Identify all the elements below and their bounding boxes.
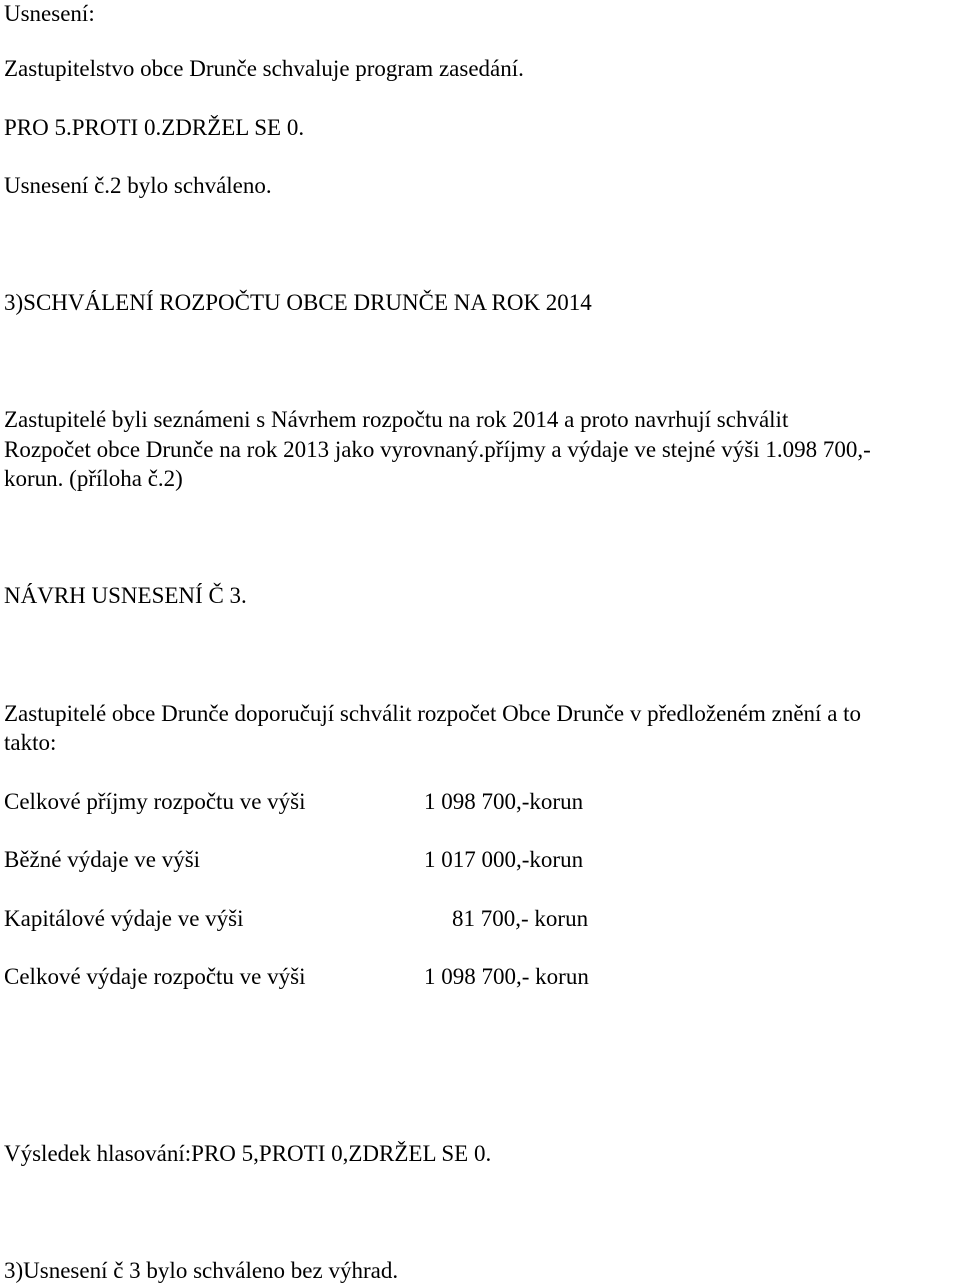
resolution-heading: Usnesení: xyxy=(4,1,95,26)
budget-row-value: 1 098 700,-korun xyxy=(424,789,584,814)
paragraph-1-line-2: Rozpočet obce Drunče na rok 2013 jako vyrovnaný.příjmy a výdaje ve stejné výši 1.098 700,- xyxy=(4,437,871,462)
budget-row-label: Celkové výdaje rozpočtu ve výši xyxy=(4,964,306,989)
section-3-title: 3)SCHVÁLENÍ ROZPOČTU OBCE DRUNČE NA ROK 2014 xyxy=(4,290,592,315)
budget-row-label: Běžné výdaje ve výši xyxy=(4,847,201,872)
resolution-2-text: Usnesení č.2 bylo schváleno. xyxy=(4,173,272,198)
paragraph-2-line-2: takto: xyxy=(4,730,57,755)
paragraph-1-line-3: korun. (příloha č.2) xyxy=(4,466,183,491)
budget-row-value: 1 017 000,-korun xyxy=(424,847,584,872)
paragraph-1-line-1: Zastupitelé byli seznámeni s Návrhem rozpočtu na rok 2014 a proto navrhují schválit xyxy=(4,407,789,432)
resolution-3-text: 3)Usnesení č 3 bylo schváleno bez výhrad. xyxy=(4,1258,399,1283)
paragraph-2-line-1: Zastupitelé obce Drunče doporučují schválit rozpočet Obce Drunče v předloženém znění a to xyxy=(4,701,862,726)
budget-row-value: 81 700,- korun xyxy=(452,906,589,931)
budget-row-label: Celkové příjmy rozpočtu ve výši xyxy=(4,789,306,814)
budget-row-label: Kapitálové výdaje ve výši xyxy=(4,906,244,931)
proposal-title: NÁVRH USNESENÍ Č 3. xyxy=(4,583,247,608)
vote-result-text: Výsledek hlasování:PRO 5,PROTI 0,ZDRŽEL SE 0. xyxy=(4,1141,492,1166)
vote-count-text: PRO 5.PROTI 0.ZDRŽEL SE 0. xyxy=(4,115,305,140)
program-approval-text: Zastupitelstvo obce Drunče schvaluje program zasedání. xyxy=(4,56,524,81)
budget-row-value: 1 098 700,- korun xyxy=(424,964,589,989)
